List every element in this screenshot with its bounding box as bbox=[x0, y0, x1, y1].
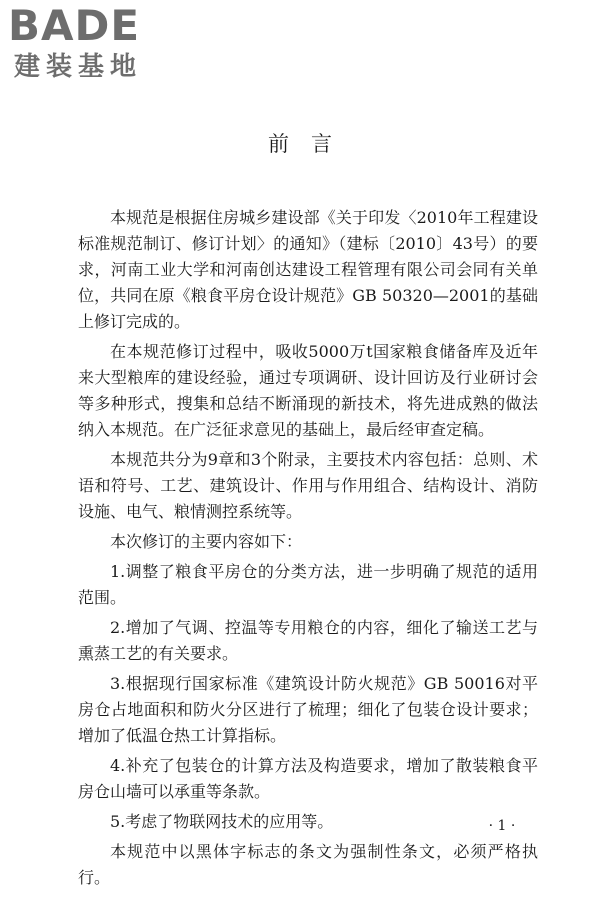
bade-logo bbox=[8, 1, 178, 90]
list-item-change-2: 2.增加了气调、控温等专用粮仓的内容，细化了输送工艺与熏蒸工艺的有关要求。 bbox=[78, 618, 538, 663]
logo-wordmark: BADE bbox=[8, 1, 141, 50]
paragraph-contents: 本规范共分为9章和3个附录，主要技术内容包括：总则、术语和符号、工艺、建筑设计、作用与作用组合、结构设计、消防设施、电气、粮情测控系统等。 bbox=[78, 450, 538, 521]
page-title: 前言 bbox=[268, 132, 354, 156]
list-item-change-5: 5.考虑了物联网技术的应用等。 bbox=[110, 812, 334, 831]
paragraph-mandatory-clauses: 本规范中以黑体字标志的条文为强制性条文，必须严格执行。 bbox=[78, 842, 538, 887]
page-number: · 1 · bbox=[488, 818, 516, 834]
paragraph-main-changes-heading: 本次修订的主要内容如下： bbox=[110, 532, 303, 551]
paragraph-revision-process: 在本规范修订过程中，吸收5000万t国家粮食储备库及近年来大型粮库的建设经验，通过专项调研、设计回访及行业研讨会等多种形式，搜集和总结不断涌现的新技术，将先进成熟的做法纳入本规范。在广泛征求意见的基础上，最后经审查定稿。 bbox=[78, 342, 538, 439]
logo-subtitle: 建装基地 bbox=[14, 52, 143, 82]
document-body bbox=[78, 205, 538, 895]
list-item-change-1: 1.调整了粮食平房仓的分类方法，进一步明确了规范的适用范围。 bbox=[78, 562, 538, 607]
list-item-change-4: 4.补充了包装仓的计算方法及构造要求，增加了散装粮食平房仓山墙可以承重等条款。 bbox=[78, 756, 538, 801]
list-item-change-3: 3.根据现行国家标准《建筑设计防火规范》GB 50016对平房仓占地面积和防火分区进行了梳理；细化了包装仓设计要求；增加了低温仓热工计算指标。 bbox=[78, 674, 538, 745]
paragraph-intro: 本规范是根据住房城乡建设部《关于印发〈2010年工程建设标准规范制订、修订计划〉的通知》（建标〔2010〕43号）的要求，河南工业大学和河南创达建设工程管理有限公司会同有关单位，共同在原《粮食平房仓设计规范》GB 50320—2001的基础上修订完成的。 bbox=[78, 208, 538, 331]
